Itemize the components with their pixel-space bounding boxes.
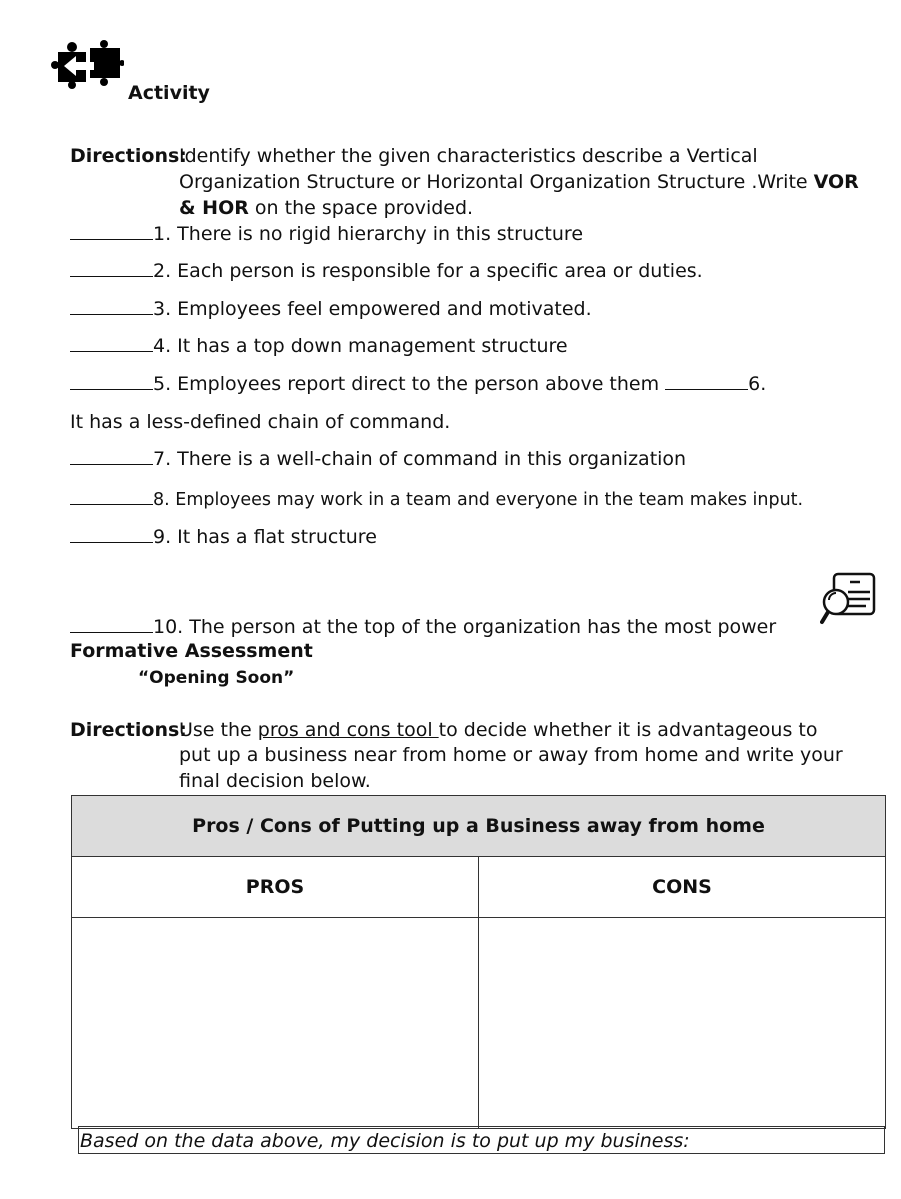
activity-item-4: 4. It has a top down management structure — [70, 333, 568, 359]
activity-directions-line3: & HOR on the space provided. — [179, 197, 474, 219]
formative-directions-line2: put up a business near from home or away from home and write your — [179, 744, 843, 766]
activity-item-6-text: It has a less-defined chain of command. — [70, 411, 451, 433]
answer-blank[interactable] — [70, 371, 153, 390]
activity-item-7: 7. There is a well-chain of command in this organization — [70, 446, 686, 472]
answer-blank[interactable] — [70, 614, 153, 633]
activity-item-8: 8. Employees may work in a team and everyone in the team makes input. — [70, 486, 803, 513]
decision-text: Based on the data above, my decision is to put up my business: — [80, 1130, 690, 1152]
formative-directions-line1: Use the pros and cons tool to decide whether it is advantageous to — [179, 719, 818, 741]
answer-blank[interactable] — [70, 258, 153, 277]
answer-blank[interactable] — [70, 524, 153, 543]
pros-header: PROS — [72, 857, 479, 918]
formative-directions-line3: final decision below. — [179, 770, 371, 792]
pros-cons-tool-link: pros and cons tool — [257, 719, 439, 741]
activity-directions-line2: Organization Structure or Horizontal Organization Structure .Write VOR — [179, 171, 859, 193]
activity-directions-label: Directions: — [70, 145, 187, 167]
hor-label: & HOR — [179, 197, 249, 219]
cons-answer-cell[interactable] — [479, 918, 886, 1129]
activity-directions-line1: Identify whether the given characteristics describe a Vertical — [179, 145, 758, 167]
activity-item-1: 1. There is no rigid hierarchy in this structure — [70, 221, 583, 247]
answer-blank[interactable] — [665, 371, 748, 390]
formative-title: Formative Assessment — [70, 640, 313, 662]
vor-label: VOR — [813, 171, 859, 193]
pros-cons-table — [71, 795, 886, 1129]
activity-item-3: 3. Employees feel empowered and motivated. — [70, 296, 592, 322]
answer-blank[interactable] — [70, 221, 153, 240]
pros-answer-cell[interactable] — [72, 918, 479, 1129]
answer-blank[interactable] — [70, 333, 153, 352]
activity-item-10: 10. The person at the top of the organization has the most power — [70, 614, 776, 640]
cons-header: CONS — [479, 857, 886, 918]
magnifier-document-icon — [820, 572, 878, 626]
formative-subtitle: “Opening Soon” — [138, 668, 295, 688]
activity-item-9: 9. It has a flat structure — [70, 524, 377, 550]
answer-blank[interactable] — [70, 446, 153, 465]
answer-blank[interactable] — [70, 486, 153, 505]
activity-item-2: 2. Each person is responsible for a specific area or duties. — [70, 258, 703, 284]
puzzle-icon — [50, 40, 124, 90]
activity-title: Activity — [128, 82, 210, 104]
activity-item-5: 5. Employees report direct to the person above them 6. — [70, 371, 766, 397]
formative-directions-label: Directions: — [70, 719, 187, 741]
decision-box[interactable] — [78, 1126, 885, 1154]
table-title: Pros / Cons of Putting up a Business away from home — [72, 796, 886, 857]
answer-blank[interactable] — [70, 296, 153, 315]
